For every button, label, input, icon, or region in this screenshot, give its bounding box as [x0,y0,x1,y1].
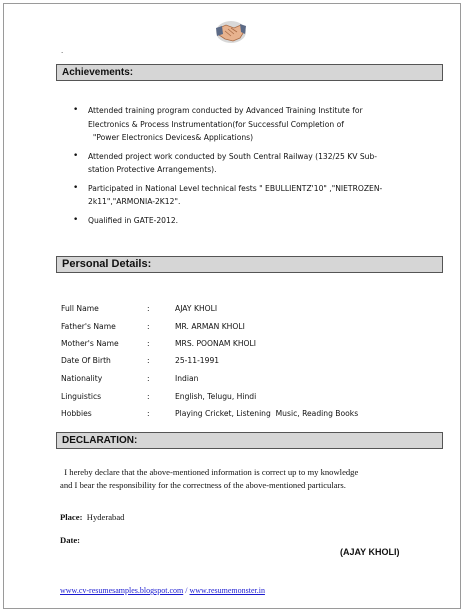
detail-label: Mother's Name [61,339,119,348]
detail-colon: : [147,356,150,365]
footer-links [60,586,265,595]
detail-colon: : [147,322,150,331]
footer-link-cv-resumesamples[interactable]: www.cv-resumesamples.blogspot.com [60,586,184,595]
bullet-icon: • [73,105,79,115]
bullet-icon: • [73,214,79,225]
personal-details-heading: Personal Details: [56,256,443,273]
place-line [60,512,124,522]
detail-label: Full Name [61,304,99,313]
detail-value: MRS. POONAM KHOLI [175,339,256,348]
detail-label: Nationality [61,374,103,383]
detail-value: MR. ARMAN KHOLI [175,322,245,331]
stray-dot: . [61,46,64,55]
achievement-line: station Protective Arrangements). [88,165,217,174]
detail-label: Linguistics [61,392,102,401]
footer-link-resumemonster[interactable]: www.resumemonster.in [189,586,265,595]
handshake-icon [214,14,248,48]
footer-separator: / [183,586,190,595]
detail-colon: : [147,339,150,348]
achievement-line: Electronics & Process Instrumentation(for Successful Completion of [88,119,344,129]
achievement-line: Attended project work conducted by South Central Railway (132/25 KV Sub- [88,151,378,161]
detail-colon: : [147,304,150,313]
date-label: Date: [60,535,81,545]
detail-colon: : [147,374,150,383]
declaration-text [60,466,420,492]
achievements-list [66,104,406,232]
achievement-line: "Power Electronics Devices& Applications) [88,133,254,142]
declaration-line: and I bear the responsibility for the correctness of the above-mentioned particulars. [60,480,346,490]
detail-value: AJAY KHOLI [175,304,218,313]
place-value: Hyderabad [82,512,125,522]
list-item [66,104,406,145]
list-item [66,182,406,209]
bullet-icon: • [73,182,79,193]
list-item [66,214,406,228]
list-item [66,150,406,177]
detail-value: Playing Cricket, Listening Music, Reading Books [175,409,359,418]
detail-colon: : [147,409,150,418]
detail-value: Indian [175,374,199,383]
achievement-line: Participated in National Level technical fests " EBULLIENTZ'10" ,"NIETROZEN- [88,183,383,193]
declaration-line: I hereby declare that the above-mentioned information is correct up to my knowledge [60,467,359,477]
achievements-heading: Achievements: [56,64,443,81]
signer-name: (AJAY KHOLI) [340,547,400,557]
detail-value: English, Telugu, Hindi [175,392,257,401]
achievement-line: 2k11","ARMONIA-2K12". [88,197,181,206]
detail-label: Hobbies [61,409,92,418]
detail-label: Father's Name [61,322,116,331]
achievement-line: Attended training program conducted by Advanced Training Institute for [88,106,363,115]
achievement-line: Qualified in GATE-2012. [88,215,179,225]
place-label: Place: [60,512,83,522]
detail-label: Date Of Birth [61,356,111,365]
declaration-heading: DECLARATION: [56,432,443,449]
bullet-icon: • [73,150,79,161]
detail-colon: : [147,392,150,401]
detail-value: 25-11-1991 [175,356,220,365]
